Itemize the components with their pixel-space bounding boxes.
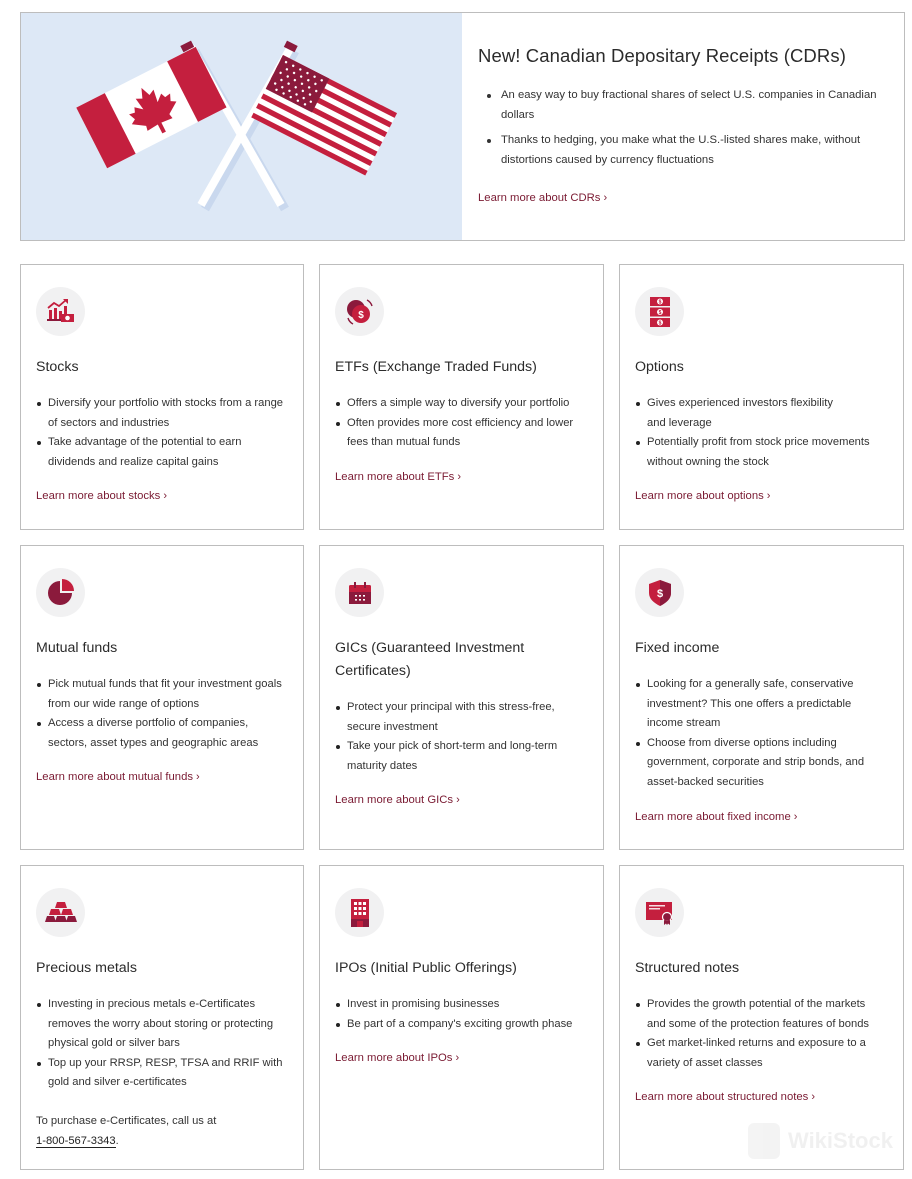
card-title: GICs (Guaranteed Investment Certificates) bbox=[335, 640, 525, 679]
card-title: Fixed income bbox=[635, 640, 720, 656]
card-bullet: Take advantage of the potential to earn dividends and realize capital gains bbox=[36, 433, 287, 472]
link-label: Learn more about GICs bbox=[335, 794, 454, 807]
hero-title: New! Canadian Depositary Receipts (CDRs) bbox=[478, 45, 846, 66]
card-title: Mutual funds bbox=[36, 640, 118, 656]
link-label: Learn more about ETFs bbox=[335, 470, 455, 483]
pie-chart-icon bbox=[47, 579, 75, 607]
card-bullet: Provides the growth potential of the markets and some of the protection features of bonds bbox=[635, 995, 887, 1034]
product-card-gics bbox=[319, 545, 604, 850]
card-bullet: Often provides more cost efficiency and lower fees than mutual funds bbox=[335, 414, 587, 453]
building-icon bbox=[350, 899, 370, 927]
note-text: To purchase e-Certificates, call us at bbox=[36, 1114, 217, 1127]
card-bullets bbox=[36, 394, 287, 472]
learn-more-mutual-funds-link[interactable] bbox=[36, 771, 200, 783]
icon-circle bbox=[335, 888, 384, 937]
product-card-etfs bbox=[319, 264, 604, 530]
card-bullet: Take your pick of short-term and long-term maturity dates bbox=[335, 737, 587, 776]
card-bullet: Invest in promising businesses bbox=[335, 995, 587, 1015]
watermark-logo-icon bbox=[748, 1123, 780, 1159]
learn-more-etfs-link[interactable] bbox=[335, 471, 461, 483]
flags-illustration bbox=[21, 13, 462, 240]
card-bullet: Potentially profit from stock price movements without owning the stock bbox=[635, 433, 887, 472]
card-bullets bbox=[36, 995, 287, 1093]
card-title: IPOs (Initial Public Offerings) bbox=[335, 960, 517, 976]
card-title: Precious metals bbox=[36, 960, 137, 976]
product-card-ipos bbox=[319, 865, 604, 1170]
coin-exchange-icon bbox=[345, 297, 375, 327]
stacked-bills-icon bbox=[649, 296, 671, 328]
card-title: Options bbox=[635, 359, 684, 375]
card-bullets bbox=[36, 675, 287, 753]
chevron-right-icon: › bbox=[603, 192, 608, 204]
product-card-options bbox=[619, 264, 904, 530]
card-bullet: Protect your principal with this stress-free, secure investment bbox=[335, 698, 587, 737]
chevron-right-icon: › bbox=[793, 810, 798, 823]
learn-more-fixed-income-link[interactable] bbox=[635, 811, 797, 823]
icon-circle bbox=[335, 287, 384, 336]
link-label: Learn more about IPOs bbox=[335, 1052, 453, 1065]
svg-text:$: $ bbox=[357, 309, 364, 321]
icon-circle bbox=[36, 287, 85, 336]
gold-bars-icon bbox=[45, 902, 77, 924]
learn-more-structured-notes-link[interactable] bbox=[635, 1091, 815, 1103]
svg-text:$: $ bbox=[658, 319, 661, 326]
card-bullets bbox=[335, 698, 587, 776]
product-card-mutual-funds bbox=[20, 545, 304, 850]
learn-more-gics-link[interactable] bbox=[335, 794, 460, 806]
card-bullet: Looking for a generally safe, conservative investment? This one offers a predictable income stream bbox=[635, 675, 887, 734]
link-label: Learn more about options bbox=[635, 490, 764, 503]
card-bullet: Gives experienced investors flexibility and leverage bbox=[635, 394, 887, 433]
icon-circle bbox=[635, 888, 684, 937]
card-bullets bbox=[635, 394, 887, 472]
card-bullet: Top up your RRSP, RESP, TFSA and RRIF with gold and silver e-certificates bbox=[36, 1054, 287, 1093]
hero-bullets bbox=[478, 86, 884, 170]
hero-content bbox=[462, 13, 904, 240]
calendar-icon bbox=[348, 581, 372, 605]
link-label: Learn more about structured notes bbox=[635, 1091, 809, 1104]
card-title: Stocks bbox=[36, 359, 79, 375]
hero-bullet: An easy way to buy fractional shares of select U.S. companies in Canadian dollars bbox=[487, 86, 884, 125]
card-bullets bbox=[335, 995, 587, 1034]
card-bullet: Investing in precious metals e-Certificates removes the worry about storing or protecting physical gold or silver bars bbox=[36, 995, 287, 1054]
card-bullets bbox=[335, 394, 587, 453]
product-card-stocks bbox=[20, 264, 304, 530]
link-label: Learn more about CDRs bbox=[478, 192, 601, 204]
card-bullet: Get market-linked returns and exposure to a variety of asset classes bbox=[635, 1034, 887, 1073]
learn-more-cdrs-link[interactable] bbox=[478, 192, 607, 204]
chevron-right-icon: › bbox=[766, 490, 771, 503]
link-label: Learn more about stocks bbox=[36, 490, 161, 503]
certificate-icon bbox=[646, 901, 674, 925]
chevron-right-icon: › bbox=[811, 1091, 815, 1104]
card-bullets bbox=[635, 675, 887, 793]
icon-circle bbox=[635, 287, 684, 336]
card-title: Structured notes bbox=[635, 960, 740, 976]
learn-more-ipos-link[interactable] bbox=[335, 1052, 459, 1064]
phone-link[interactable]: 1-800-567-3343 bbox=[36, 1134, 116, 1147]
icon-circle bbox=[36, 568, 85, 617]
svg-text:$: $ bbox=[658, 298, 661, 305]
card-bullet: Access a diverse portfolio of companies, sectors, asset types and geographic areas bbox=[36, 714, 287, 753]
watermark-text: WikiStock bbox=[788, 1128, 893, 1153]
watermark bbox=[748, 1123, 893, 1159]
icon-circle bbox=[335, 568, 384, 617]
card-bullets bbox=[635, 995, 887, 1073]
purchase-note bbox=[36, 1111, 287, 1151]
icon-circle bbox=[635, 568, 684, 617]
svg-text:$: $ bbox=[656, 587, 663, 600]
link-label: Learn more about mutual funds bbox=[36, 771, 193, 784]
crossed-flags-icon bbox=[21, 13, 462, 240]
chevron-right-icon: › bbox=[455, 1052, 460, 1065]
card-bullet: Be part of a company's exciting growth phase bbox=[335, 1015, 587, 1035]
shield-dollar-icon bbox=[648, 579, 672, 607]
stock-chart-icon bbox=[46, 299, 76, 325]
cdr-promo-banner bbox=[20, 12, 905, 241]
card-bullet: Pick mutual funds that fit your investment goals from our wide range of options bbox=[36, 675, 287, 714]
learn-more-options-link[interactable] bbox=[635, 490, 770, 502]
card-title: ETFs (Exchange Traded Funds) bbox=[335, 359, 537, 375]
card-bullet: Choose from diverse options including government, corporate and strip bonds, and asset-backed securities bbox=[635, 734, 887, 793]
product-card-precious-metals bbox=[20, 865, 304, 1170]
chevron-right-icon: › bbox=[196, 771, 200, 784]
svg-text:$: $ bbox=[658, 309, 661, 316]
hero-bullet: Thanks to hedging, you make what the U.S.-listed shares make, without distortions caused by currency fluctuations bbox=[487, 131, 884, 170]
card-bullet: Diversify your portfolio with stocks from a range of sectors and industries bbox=[36, 394, 287, 433]
learn-more-stocks-link[interactable] bbox=[36, 490, 167, 502]
note-period: . bbox=[115, 1134, 119, 1147]
card-bullet: Offers a simple way to diversify your portfolio bbox=[335, 394, 587, 414]
chevron-right-icon: › bbox=[163, 490, 168, 503]
chevron-right-icon: › bbox=[456, 794, 460, 807]
product-card-fixed-income bbox=[619, 545, 904, 850]
chevron-right-icon: › bbox=[457, 470, 461, 483]
icon-circle bbox=[36, 888, 85, 937]
link-label: Learn more about fixed income bbox=[635, 810, 791, 823]
